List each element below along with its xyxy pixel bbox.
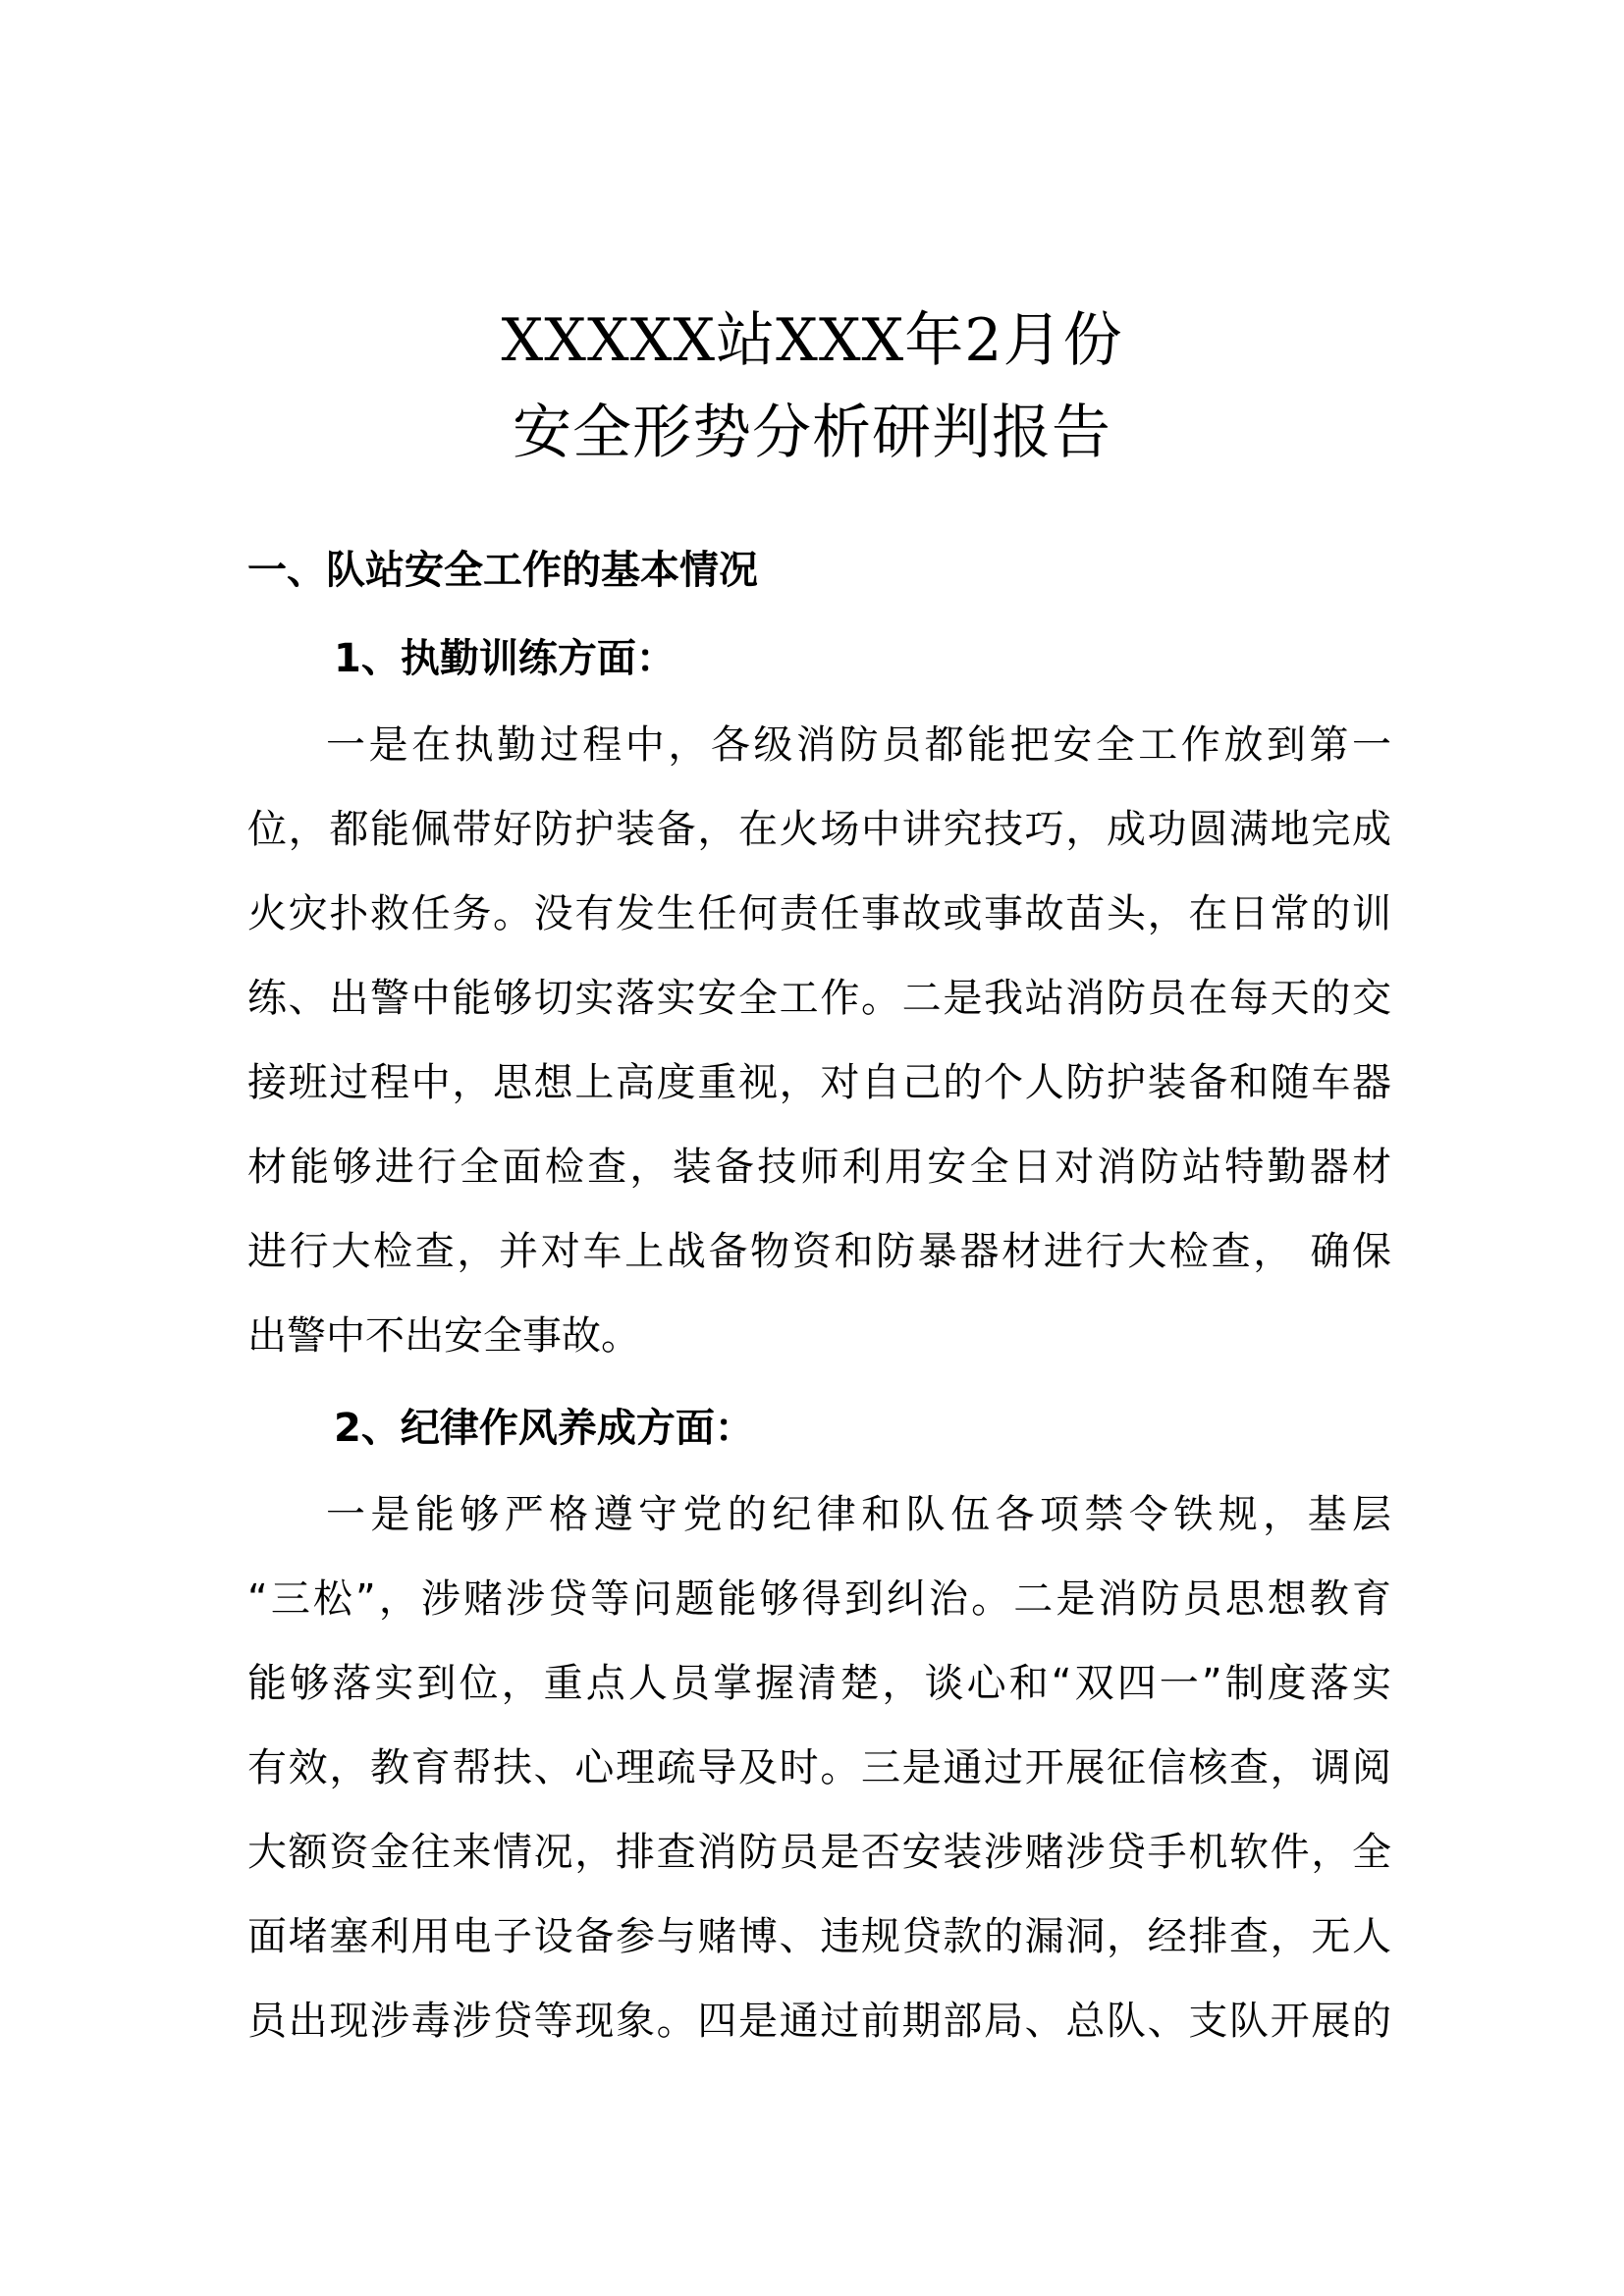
paragraph-discipline [247, 1472, 1391, 2063]
paragraph-line: 大额资金往来情况，排查消防员是否安装涉赌涉贷手机软件，全 [247, 1830, 1391, 1875]
paragraph-line: “三松”，涉赌涉贷等问题能够得到纠治。二是消防员思想教育 [247, 1576, 1391, 1622]
paragraph-line: 一是在执勤过程中，各级消防员都能把安全工作放到第一 [326, 722, 1391, 768]
paragraph-line: 接班过程中，思想上高度重视，对自己的个人防护装备和随车器 [247, 1060, 1391, 1105]
paragraph-line: 练、出警中能够切实落实安全工作。二是我站消防员在每天的交 [247, 976, 1391, 1021]
paragraph-line: 一是能够严格遵守党的纪律和队伍各项禁令铁规，基层 [326, 1492, 1391, 1537]
subsection-heading-discipline: 2、纪律作风养成方面： [334, 1406, 754, 1451]
paragraph-line: 位，都能佩带好防护装备，在火场中讲究技巧，成功圆满地完成 [247, 807, 1391, 852]
paragraph-line: 进行大检查，并对车上战备物资和防暴器材进行大检查， 确保 [247, 1229, 1391, 1274]
paragraph-line: 能够落实到位，重点人员掌握清楚，谈心和“双四一”制度落实 [247, 1661, 1391, 1706]
paragraph-line: 面堵塞利用电子设备参与赌博、违规贷款的漏洞，经排查，无人 [247, 1914, 1391, 1959]
title-line-2: 安全形势分析研判报告 [513, 399, 1111, 467]
title-line-1: XXXXX站XXX年2月份 [501, 306, 1123, 375]
report-body [247, 526, 1391, 2063]
report-title [0, 294, 1624, 479]
paragraph-line: 出警中不出安全事故。 [247, 1313, 640, 1359]
paragraph-line: 火灾扑救任务。没有发生任何责任事故或事故苗头，在日常的训 [247, 891, 1391, 936]
subsection-heading-duty-training: 1、执勤训练方面： [334, 636, 676, 681]
paragraph-line: 员出现涉毒涉贷等现象。四是通过前期部局、总队、支队开展的 [247, 1999, 1391, 2044]
paragraph-line: 材能够进行全面检查，装备技师利用安全日对消防站特勤器材 [247, 1145, 1391, 1190]
paragraph-line: 有效，教育帮扶、心理疏导及时。三是通过开展征信核查，调阅 [247, 1745, 1391, 1790]
paragraph-duty-training [247, 703, 1391, 1378]
section-heading: 一、队站安全工作的基本情况 [247, 548, 758, 593]
